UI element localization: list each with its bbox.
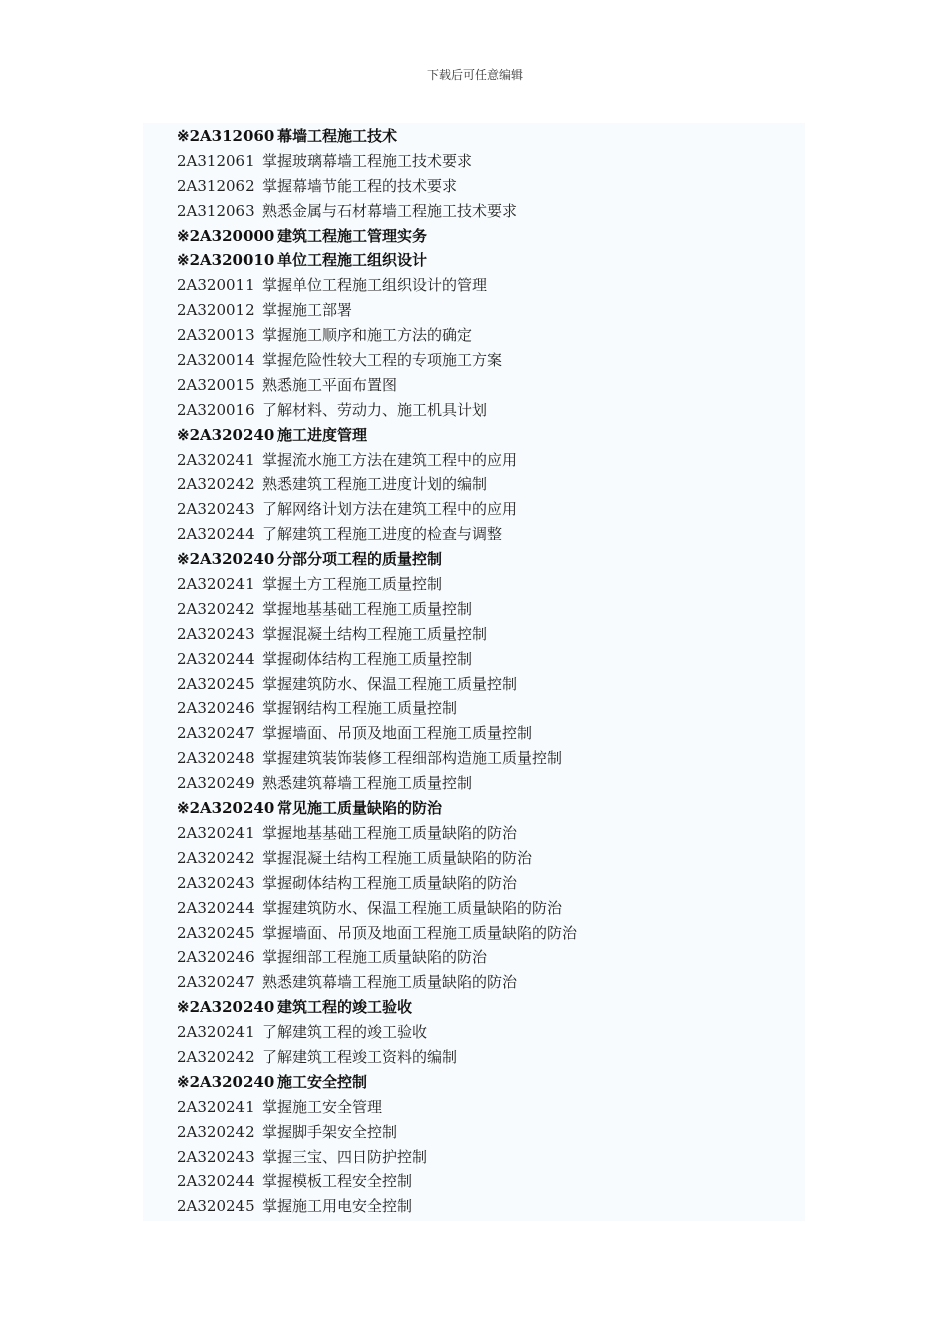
item-code: 2A320246 xyxy=(177,948,255,967)
syllabus-item xyxy=(177,970,797,995)
item-code: 2A320244 xyxy=(177,525,255,544)
syllabus-item xyxy=(177,1095,797,1120)
item-code: 2A320241 xyxy=(177,823,255,842)
syllabus-item xyxy=(177,672,797,697)
item-code: 2A320245 xyxy=(177,674,255,693)
item-text: 熟悉金属与石材幕墙工程施工技术要求 xyxy=(262,201,518,220)
item-text: 熟悉建筑工程施工进度计划的编制 xyxy=(262,475,488,494)
syllabus-item xyxy=(177,846,797,871)
item-code: 2A320242 xyxy=(177,475,255,494)
syllabus-content xyxy=(143,123,805,1221)
item-code: 2A320011 xyxy=(177,276,255,295)
item-text: 掌握地基基础工程施工质量控制 xyxy=(262,599,473,618)
item-text: 掌握混凝土结构工程施工质量缺陷的防治 xyxy=(262,848,533,867)
item-code: ※2A320240 xyxy=(177,1072,275,1091)
section-heading xyxy=(177,423,797,448)
item-code: 2A320243 xyxy=(177,1147,255,1166)
item-text: 掌握施工顺序和施工方法的确定 xyxy=(262,326,473,345)
item-code: ※2A320240 xyxy=(177,799,275,818)
item-code: 2A320245 xyxy=(177,923,255,942)
item-code: 2A320245 xyxy=(177,1197,255,1216)
item-text: 掌握建筑装饰装修工程细部构造施工质量控制 xyxy=(262,749,563,768)
item-text: 熟悉建筑幕墙工程施工质量控制 xyxy=(262,774,473,793)
item-code: 2A320249 xyxy=(177,774,255,793)
syllabus-item xyxy=(177,373,797,398)
item-code: 2A320246 xyxy=(177,699,255,718)
item-text: 分部分项工程的质量控制 xyxy=(277,550,443,569)
item-text: 掌握脚手架安全控制 xyxy=(262,1122,398,1141)
item-text: 了解建筑工程的竣工验收 xyxy=(262,1023,428,1042)
item-code: 2A320241 xyxy=(177,450,255,469)
item-text: 掌握混凝土结构工程施工质量控制 xyxy=(262,624,488,643)
syllabus-item xyxy=(177,149,797,174)
item-code: 2A320241 xyxy=(177,575,255,594)
syllabus-item xyxy=(177,1045,797,1070)
syllabus-item xyxy=(177,1169,797,1194)
syllabus-item xyxy=(177,821,797,846)
item-text: 掌握墙面、吊顶及地面工程施工质量控制 xyxy=(262,724,533,743)
item-text: 常见施工质量缺陷的防治 xyxy=(277,799,443,818)
item-text: 了解建筑工程竣工资料的编制 xyxy=(262,1047,458,1066)
item-code: 2A320013 xyxy=(177,326,255,345)
item-code: 2A320242 xyxy=(177,848,255,867)
syllabus-item xyxy=(177,945,797,970)
item-text: 单位工程施工组织设计 xyxy=(277,251,428,270)
syllabus-item xyxy=(177,921,797,946)
section-heading xyxy=(177,248,797,273)
syllabus-item xyxy=(177,398,797,423)
item-text: 掌握施工部署 xyxy=(262,301,353,320)
item-code: 2A320012 xyxy=(177,301,255,320)
item-code: 2A320244 xyxy=(177,898,255,917)
item-text: 建筑工程施工管理实务 xyxy=(277,226,428,245)
item-text: 掌握幕墙节能工程的技术要求 xyxy=(262,176,458,195)
item-text: 掌握建筑防水、保温工程施工质量缺陷的防治 xyxy=(262,898,563,917)
item-code: ※2A320240 xyxy=(177,425,275,444)
syllabus-item xyxy=(177,199,797,224)
item-code: 2A320242 xyxy=(177,1122,255,1141)
item-code: 2A312062 xyxy=(177,176,255,195)
item-code: 2A320015 xyxy=(177,375,255,394)
item-code: 2A312063 xyxy=(177,201,255,220)
item-code: 2A320014 xyxy=(177,351,255,370)
item-text: 掌握地基基础工程施工质量缺陷的防治 xyxy=(262,823,518,842)
section-heading xyxy=(177,547,797,572)
section-heading xyxy=(177,995,797,1020)
item-code: 2A320247 xyxy=(177,724,255,743)
item-text: 掌握玻璃幕墙工程施工技术要求 xyxy=(262,151,473,170)
item-code: 2A320243 xyxy=(177,873,255,892)
syllabus-item xyxy=(177,348,797,373)
item-code: 2A320241 xyxy=(177,1097,255,1116)
syllabus-item xyxy=(177,746,797,771)
item-code: 2A320244 xyxy=(177,1172,255,1191)
item-text: 熟悉施工平面布置图 xyxy=(262,375,398,394)
item-code: 2A320243 xyxy=(177,500,255,519)
syllabus-item xyxy=(177,174,797,199)
item-text: 掌握单位工程施工组织设计的管理 xyxy=(262,276,488,295)
item-text: 掌握细部工程施工质量缺陷的防治 xyxy=(262,948,488,967)
item-text: 熟悉建筑幕墙工程施工质量缺陷的防治 xyxy=(262,973,518,992)
syllabus-item xyxy=(177,1020,797,1045)
item-text: 掌握施工用电安全控制 xyxy=(262,1197,413,1216)
item-code: 2A312061 xyxy=(177,151,255,170)
syllabus-item xyxy=(177,771,797,796)
syllabus-item xyxy=(177,1120,797,1145)
item-code: 2A320016 xyxy=(177,400,255,419)
syllabus-item xyxy=(177,622,797,647)
item-text: 掌握建筑防水、保温工程施工质量控制 xyxy=(262,674,518,693)
item-text: 掌握钢结构工程施工质量控制 xyxy=(262,699,458,718)
item-text: 掌握施工安全管理 xyxy=(262,1097,383,1116)
item-text: 掌握砌体结构工程施工质量缺陷的防治 xyxy=(262,873,518,892)
item-text: 了解网络计划方法在建筑工程中的应用 xyxy=(262,500,518,519)
item-code: 2A320247 xyxy=(177,973,255,992)
syllabus-item xyxy=(177,497,797,522)
item-text: 掌握砌体结构工程施工质量控制 xyxy=(262,649,473,668)
item-text: 掌握土方工程施工质量控制 xyxy=(262,575,443,594)
syllabus-item xyxy=(177,273,797,298)
syllabus-item xyxy=(177,896,797,921)
item-text: 幕墙工程施工技术 xyxy=(277,127,398,145)
item-code: 2A320242 xyxy=(177,599,255,618)
item-code: ※2A320240 xyxy=(177,550,275,569)
syllabus-item xyxy=(177,721,797,746)
syllabus-item xyxy=(177,298,797,323)
item-code: 2A320244 xyxy=(177,649,255,668)
item-text: 了解材料、劳动力、施工机具计划 xyxy=(262,400,488,419)
syllabus-item xyxy=(177,1194,797,1219)
syllabus-item xyxy=(177,522,797,547)
item-text: 施工进度管理 xyxy=(277,425,368,444)
item-text: 掌握墙面、吊顶及地面工程施工质量缺陷的防治 xyxy=(262,923,578,942)
syllabus-item xyxy=(177,696,797,721)
syllabus-item xyxy=(177,472,797,497)
syllabus-item xyxy=(177,871,797,896)
section-heading xyxy=(177,224,797,249)
section-heading xyxy=(177,124,797,149)
item-code: 2A320242 xyxy=(177,1047,255,1066)
item-text: 了解建筑工程施工进度的检查与调整 xyxy=(262,525,503,544)
item-code: 2A320241 xyxy=(177,1023,255,1042)
item-code: ※2A312060 xyxy=(177,127,275,145)
item-text: 掌握流水施工方法在建筑工程中的应用 xyxy=(262,450,518,469)
syllabus-item xyxy=(177,597,797,622)
syllabus-item xyxy=(177,323,797,348)
item-code: ※2A320010 xyxy=(177,251,275,270)
section-heading xyxy=(177,796,797,821)
item-text: 掌握危险性较大工程的专项施工方案 xyxy=(262,351,503,370)
syllabus-item xyxy=(177,1145,797,1170)
syllabus-item xyxy=(177,448,797,473)
syllabus-list xyxy=(177,124,797,1219)
page-header: 下载后可任意编辑 xyxy=(426,68,523,82)
item-text: 掌握三宝、四日防护控制 xyxy=(262,1147,428,1166)
section-heading xyxy=(177,1070,797,1095)
item-code: ※2A320240 xyxy=(177,998,275,1017)
item-code: 2A320243 xyxy=(177,624,255,643)
item-code: 2A320248 xyxy=(177,749,255,768)
item-text: 建筑工程的竣工验收 xyxy=(277,998,413,1017)
item-text: 施工安全控制 xyxy=(277,1072,368,1091)
item-text: 掌握模板工程安全控制 xyxy=(262,1172,413,1191)
item-code: ※2A320000 xyxy=(177,226,275,245)
syllabus-item xyxy=(177,647,797,672)
syllabus-item xyxy=(177,572,797,597)
